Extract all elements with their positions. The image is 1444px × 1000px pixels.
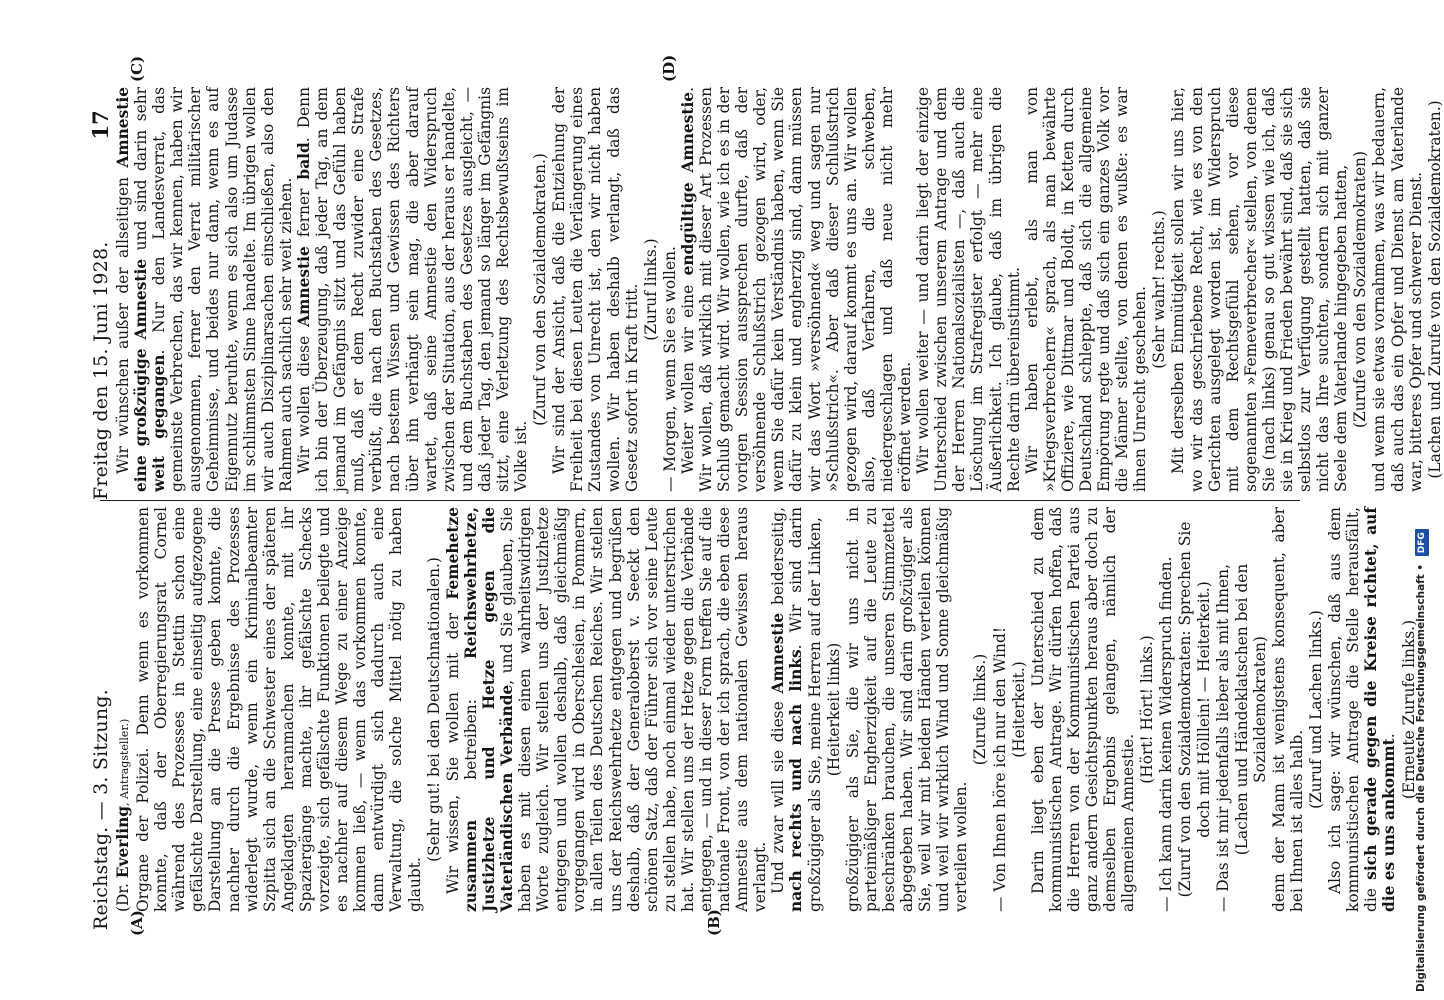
paragraph: Und zwar will sie diese Amnestie beiderseitig, nach rechts und nach links. Wir sind darin großzügiger als Sie, meine Herren auf der Linken, [769, 507, 824, 912]
interjection: (Zuruf von den Sozialdemokraten.) [531, 153, 550, 426]
paragraph: Darin liegt eben der Unterschied zu dem kommunistischen Antrage. Wir dürfen hoffen, daß die Herren von der Kommunistischen Partei aus ganz andern Gesichtspunkten heraus aber doch zu demselben Ergebnis gelangen, nämlich der allgemeinen Amnestie. [1028, 507, 1138, 912]
paragraph: Wir haben erlebt, als man von »Kriegsverbrechern« sprach, als man bewährte Offiziere, wie Dittmar und Boldt, in Ketten durch Deutschland schleppte, daß sich die allgemeine Empörung regte und daß sich ein ganzes Volk vor die Männer stellte, von denen es wußte: es war ihnen Unrecht geschehen. [1022, 87, 1150, 492]
interjection: (Zuruf links.) [641, 238, 660, 341]
margin-marker-d: (D) [660, 54, 678, 82]
left-column [114, 507, 1418, 912]
interjection: (Zuruf und Lachen links.) [1307, 610, 1326, 809]
dash-remark: — Ich kann darin keinen Widerspruch finden. [1157, 556, 1176, 912]
speaker-line: (Dr. Everling, Antragsteller.) [114, 718, 132, 912]
paragraph: Mit derselben Einmütigkeit sollen wir uns hier, wo wir das geschriebene Recht, wie es von den Gerichten ausgelegt worden ist, im Widerspruch mit dem Rechtsgefühl sehen, vor diese sogenannten »Femeverbrecher« stellen, von denen Sie (nach links) genau so gut wissen wie ich, daß sie in Krieg und Frieden bewährt sind, daß sie sich selbstlos zur Verfügung gestellt hatten, daß sie nicht das Ihre suchten, sondern sich mit ganzer Seele dem Vaterlande hingegeben hatten, [1169, 87, 1351, 492]
paragraph: denn der Mann ist wenigstens konsequent, aber bei Ihnen ist alles halb. [1269, 507, 1306, 912]
paragraph: großzügiger als Sie, die wir uns nicht in parteimäßiger Engherzigkeit auf die Leute zu beschränken brauchen, die unseren Stimmzettel abgegeben haben. Wir sind darin großzügiger als Sie, weil wir mit beiden Händen verteilen können und weil wir wirklich Wind und Sonne gleichmäßig verteilen wollen. [843, 507, 971, 912]
interjection: (Lachen und Zurufe von den Sozialdemokraten.) [1425, 100, 1444, 479]
interjection: (Zurufe links.) [971, 653, 990, 766]
interjection: (Heiterkeit.) [1009, 661, 1028, 758]
digitization-credit [1412, 12, 1430, 992]
dash-remark: — Das ist mir jedenfalls lieber als mit Ihnen, [1213, 564, 1232, 912]
interjection: (Sehr wahr! rechts.) [1150, 210, 1169, 369]
paragraph: Organe der Polizei. Denn wenn es vorkommen konnte, daß der Oberregierungsrat Cornel während des Prozesses in Stettin schon eine gefälschte Darstellung, eine einseitig aufgezogene Darstellung an die Presse geben konnte, die nachher durch die Ergebnisse des Prozesses widerlegt wurde, wenn ein Kriminalbeamter Szpitta sich an die Schwester eines der späteren Angeklagten heranmachen konnte, mit ihr Spaziergänge machte, ihr gefälschte Schecks vorzeigte, sich gefälschte Funktionen beilegte und es nachher auf diesem Wege zu einer Anzeige kommen ließ, — wenn das vorkommen konnte, dann entwürdigt sich dadurch auch eine Verwaltung, die solche Mittel nötig zu haben glaubt. [134, 507, 424, 912]
margin-marker-c: (C) [128, 55, 146, 82]
paragraph: Wir wollen weiter — und darin liegt der einzige Unterschied zwischen unserem Antrage und dem der Herren Nationalsozialisten —, daß auch die Löschung im Strafregister erfolgt — mehr eine Äußerlichkeit. Ich glaube, daß im übrigen die Rechte darin übereinstimmt. [914, 87, 1023, 492]
interjection: (Erneute Zurufe links.) [1399, 619, 1418, 800]
dfg-logo: DFG [1415, 529, 1429, 556]
paragraph: und wenn sie etwas vornahmen, was wir bedauern, daß auch das ein Opfer und Dienst am Vaterlande war, bitteres Opfer und schwerer Dienst. [1370, 87, 1425, 492]
paragraph: Also ich sage: wir wünschen, daß aus dem kommunistischen Antrage die Stelle herausfällt, die sich gerade gegen die Kreise richtet, auf die es uns ankommt. [1326, 507, 1399, 912]
paragraph: Weiter wollen wir eine endgültige Amnestie. Wir wollen, daß wirklich mit dieser Art Prozessen Schluß gemacht wird. Wir wollen, wie ich es in der vorigen Session aussprechen durfte, daß der versöhnende Schlußstrich gezogen wird, oder, wenn Sie dafür kein Verständnis haben, wenn Sie dafür zu klein und engherzig sind, dann müssen wir das Wort »versöhnend« weg und sagen nur »Schlußstrich«. Aber daß dieser Schlußstrich gezogen wird, darauf kommt es uns an. Wir wollen also, daß Verfahren, die schweben, niedergeschlagen und daß neue nicht mehr eröffnet werden. [678, 86, 915, 492]
paragraph: Wir wünschen außer der allseitigen Amnestie eine großzügige Amnestie und sind darin sehr weit gegangen. Nur den Landesverrat, das gemeinste Verbrechen, das wir kennen, haben wir ausgenommen, ferner den Verrat militärischer Geheimnisse, und beides nur dann, wenn es auf Eigennutz beruhte, wenn es sich also um Judasse im schlimmsten Sinne handelte. Im übrigen wollen wir auch Disziplinarsachen einschließen, also den Rahmen auch sachlich sehr weit ziehen. [114, 86, 295, 492]
margin-marker-a: (A) [128, 910, 146, 936]
header-date: Freitag den 15. Juni 1928. [90, 241, 112, 500]
interjection: (Zuruf von den Sozialdemokraten: Sprechen Sie doch mit Hölllein! — Heiterkeit.) [1176, 521, 1213, 898]
paragraph: Wir wissen, Sie wollen mit der Femehetze zusammen betreiben: Reichswehrhetze, Justizhetze und Hetze gegen die Vaterländischen Verbände, und Sie glauben, Sie haben es mit diesen einen wahrheitswidrigen Worte zugleich. Wir stellen uns der Justizhetze entgegen und wollen deshalb, daß gleichmäßig vorgegangen wird in Oberschlesien, in Pommern, in allen Teilen des Deutschen Reiches. Wir stellen uns der Reichswehrhetze entgegen und begrüßen deshalb, daß der Generaloberst v. Seeckt den schönen Satz, daß der Führer sich vor seine Leute zu stellen habe, noch einmal wieder unterstrichen hat. Wir stellen uns der Hetze gegen die Verbände entgegen, — und in dieser Form treffen Sie auf die nationale Front, von der ich sprach, die eben diese Amnestie aus dem nationalen Gewissen heraus verlangt. [443, 507, 770, 912]
page-number: 17 [88, 110, 113, 140]
right-column [114, 86, 1444, 492]
page-header [86, 110, 116, 930]
header-left: Reichstag. — 3. Sitzung. [90, 689, 112, 930]
column-divider [100, 500, 1300, 501]
margin-marker-b: (B) [705, 909, 723, 936]
speaker-name: Everling [114, 805, 132, 879]
credit-text: Digitalisierung gefördert durch die Deutsche Forschungsgemeinschaft • [1415, 563, 1427, 992]
interjection: (Lachen und Händeklatschen bei den Sozialdemokraten) [1232, 563, 1269, 856]
paragraph: Wir wollen diese Amnestie ferner bald. Denn ich bin der Überzeugung, daß jeder Tag, an dem jemand im Gefängnis sitzt und das Gefühl haben muß, daß er dem Recht zuwider eine Strafe verbüßt, die nach den Buchstaben des Gesetzes, nach bestem Wissen und Gewissen des Richters über ihn verhängt sein mag, die aber darauf wartet, daß seine Amnestie den Widerspruch zwischen der Situation, aus der heraus er handelte, und dem Buchstaben des Gesetzes ausgleicht, — daß jeder Tag, den jemand so länger im Gefängnis sitzt, eine Verletzung des Rechtsbewußtseins im Volke ist. [294, 87, 531, 492]
dash-remark: — Morgen, wenn Sie es wollen. [660, 246, 679, 492]
interjection: (Heiterkeit links) [824, 642, 843, 777]
dash-remark: — Von Ihnen höre ich nur den Wind! [990, 626, 1009, 912]
interjection: (Sehr gut! bei den Deutschnationalen.) [424, 557, 443, 862]
interjection: (Hört! Hört! links.) [1138, 635, 1157, 784]
interjection: (Zurufe von den Sozialdemokraten) [1351, 151, 1370, 428]
paragraph: Wir sind der Ansicht, daß die Entziehung der Freiheit bei diesen Leuten die Verlängerung eines Zustandes von Unrecht ist, den wir nicht haben wollen. Wir haben deshalb verlangt, daß das Gesetz sofort in Kraft tritt. [550, 87, 641, 492]
